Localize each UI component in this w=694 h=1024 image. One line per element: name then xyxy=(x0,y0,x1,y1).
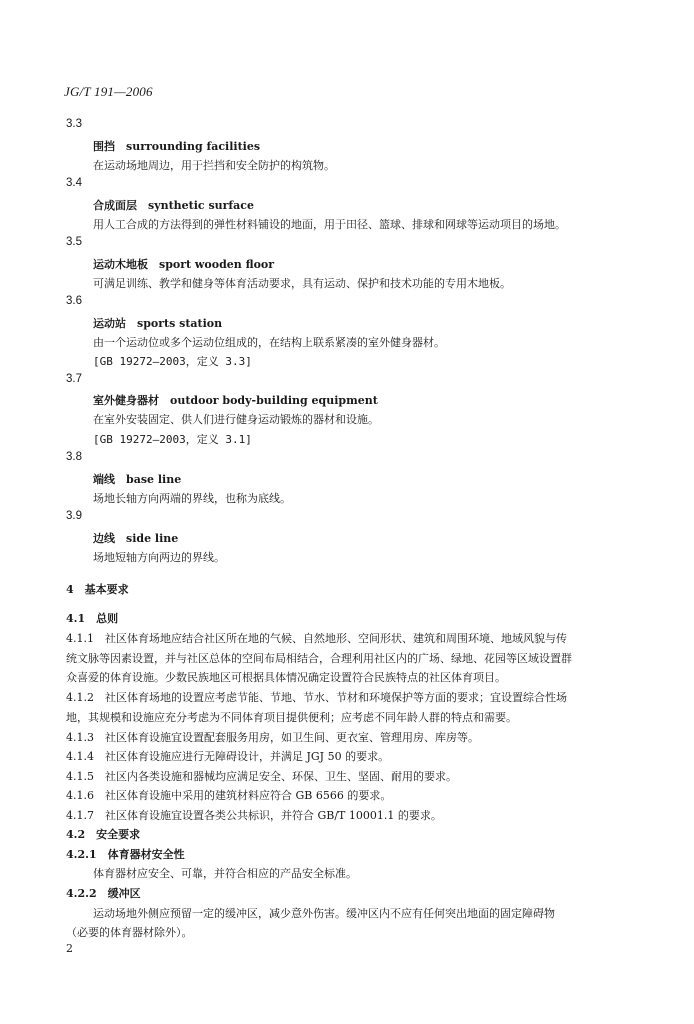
clause-text: 体育器材应安全、可靠，并符合相应的产品安全标准。 xyxy=(93,867,357,880)
term-definition: 场地短轴方向两边的界线。 xyxy=(93,551,225,564)
page-number: 2 xyxy=(66,942,73,955)
term-title: 室外健身器材 outdoor body-building equipment xyxy=(93,394,378,407)
subsection-heading: 4.2 安全要求 xyxy=(66,828,141,841)
term-title: 运动站 sports station xyxy=(93,317,223,330)
term-definition: 由一个运动位或多个运动位组成的，在结构上联系紧凑的室外健身器材。 xyxy=(93,336,445,349)
clause-text: （必要的体育器材除外）。 xyxy=(66,926,193,939)
term-reference: [GB 19272—2003，定义 3.3] xyxy=(93,355,252,368)
clause-number: 3.8 xyxy=(66,451,82,463)
clause-text: 4.1.4 社区体育设施应进行无障碍设计，并满足 JGJ 50 的要求。 xyxy=(66,750,390,763)
clause-text: 统文脉等因素设置，并与社区总体的空间布局相结合，合理利用社区内的广场、绿地、花园等区域设置群 xyxy=(66,652,572,665)
term-title: 合成面层 synthetic surface xyxy=(93,199,254,212)
standard-code-header: JG/T 191—2006 xyxy=(64,84,153,99)
term-definition: 用人工合成的方法得到的弹性材料铺设的地面，用于田径、篮球、排球和网球等运动项目的场地。 xyxy=(93,218,566,231)
term-title: 端线 base line xyxy=(93,473,182,486)
clause-number: 3.3 xyxy=(66,118,82,130)
term-definition: 可满足训练、教学和健身等体育活动要求，具有运动、保护和技术功能的专用木地板。 xyxy=(93,277,511,290)
clause-number: 3.7 xyxy=(66,373,82,385)
subsection-heading: 4.2.2 缓冲区 xyxy=(66,887,141,900)
term-definition: 在运动场地周边，用于拦挡和安全防护的构筑物。 xyxy=(93,159,335,172)
term-definition: 场地长轴方向两端的界线，也称为底线。 xyxy=(93,492,291,505)
term-title: 运动木地板 sport wooden floor xyxy=(93,258,275,271)
clause-text: 运动场地外侧应预留一定的缓冲区，减少意外伤害。缓冲区内不应有任何突出地面的固定障碍物 xyxy=(93,907,555,920)
clause-number: 3.6 xyxy=(66,295,82,307)
clause-text: 4.1.5 社区内各类设施和器械均应满足安全、环保、卫生、坚固、耐用的要求。 xyxy=(66,770,457,783)
section-heading: 4 基本要求 xyxy=(66,583,129,596)
clause-text: 4.1.1 社区体育场地应结合社区所在地的气候、自然地形、空间形状、建筑和周围环境、地域风貌与传 xyxy=(66,632,567,645)
clause-number: 3.4 xyxy=(66,177,82,189)
term-title: 边线 side line xyxy=(93,532,179,545)
subsection-heading: 4.1 总则 xyxy=(66,612,119,625)
term-reference: [GB 19272—2003，定义 3.1] xyxy=(93,433,252,446)
clause-text: 4.1.2 社区体育场地的设置应考虑节能、节地、节水、节材和环境保护等方面的要求；宜设置综合性场 xyxy=(66,691,567,704)
clause-number: 3.5 xyxy=(66,236,82,248)
term-definition: 在室外安装固定、供人们进行健身运动锻炼的器材和设施。 xyxy=(93,413,379,426)
clause-text: 4.1.7 社区体育设施宜设置各类公共标识，并符合 GB/T 10001.1 的要求。 xyxy=(66,809,442,822)
term-title: 围挡 surrounding facilities xyxy=(93,140,261,153)
clause-text: 4.1.3 社区体育设施宜设置配套服务用房，如卫生间、更衣室、管理用房、库房等。 xyxy=(66,731,479,744)
clause-text: 地，其规模和设施应充分考虑为不同体育项目提供便利；应考虑不同年龄人群的特点和需要。 xyxy=(66,711,517,724)
clause-text: 众喜爱的体育设施。少数民族地区可根据具体情况确定设置符合民族特点的社区体育项目。 xyxy=(66,671,506,684)
subsection-heading: 4.2.1 体育器材安全性 xyxy=(66,848,185,861)
clause-text: 4.1.6 社区体育设施中采用的建筑材料应符合 GB 6566 的要求。 xyxy=(66,789,392,802)
clause-number: 3.9 xyxy=(66,510,82,522)
